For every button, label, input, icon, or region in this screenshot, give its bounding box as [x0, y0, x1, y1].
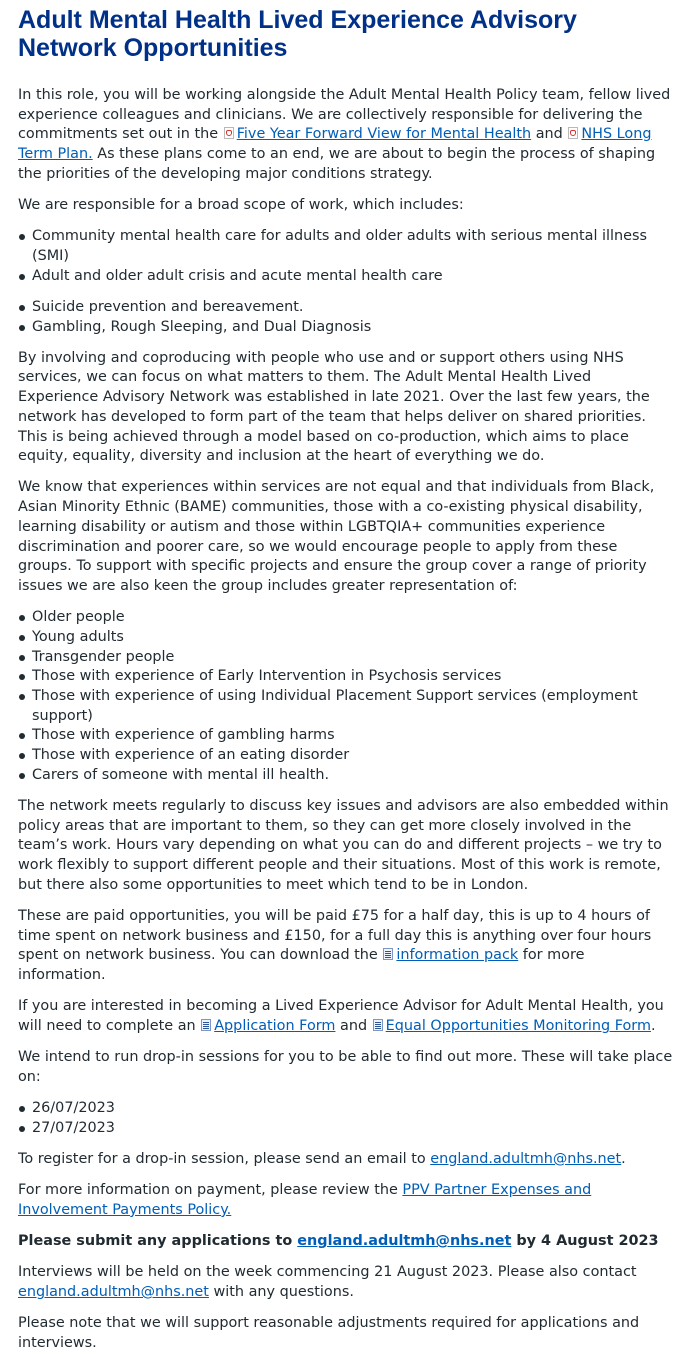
ppv-policy-link[interactable]: PPV Partner Expenses and Involvement Payments Policy.	[18, 1182, 592, 1218]
register-email-link[interactable]: england.adultmh@nhs.net	[430, 1151, 622, 1168]
pdf-icon	[568, 127, 578, 139]
adjustments-paragraph: Please note that we will support reasonable adjustments required for applications and interviews.	[18, 1315, 640, 1351]
representation-list	[18, 608, 675, 785]
list-item: Those with experience of gambling harms	[18, 726, 675, 746]
list-item: Gambling, Rough Sleeping, and Dual Diagnosis	[18, 318, 675, 338]
list-item: Adult and older adult crisis and acute mental health care	[18, 267, 675, 287]
application-form-link[interactable]: Application Form	[214, 1018, 336, 1035]
register-paragraph: To register for a drop-in session, please send an email to england.adultmh@nhs.net.	[18, 1151, 626, 1168]
document-icon	[201, 1019, 211, 1031]
scope-list-b	[18, 298, 675, 337]
list-item: Those with experience of using Individual Placement Support services (employment support)	[18, 687, 675, 726]
page-title: Adult Mental Health Lived Experience Advisory Network Opportunities	[18, 6, 577, 62]
document-icon	[373, 1019, 383, 1031]
payment-paragraph: These are paid opportunities, you will be paid £75 for a half day, this is up to 4 hours of time spent on network business and £150, for a full day this is anything over four hours spent on network business. You can download the information pack for more information.	[18, 908, 652, 984]
list-item: Those with experience of an eating disorder	[18, 746, 675, 766]
list-item: Suicide prevention and bereavement.	[18, 298, 675, 318]
submit-paragraph: Please submit any applications to england.adultmh@nhs.net by 4 August 2023	[18, 1233, 659, 1250]
dropin-lead: We intend to run drop-in sessions for you to be able to find out more. These will take place on:	[18, 1049, 673, 1085]
information-pack-link[interactable]: information pack	[396, 947, 519, 964]
representation-paragraph: We know that experiences within services are not equal and that individuals from Black, Asian Minority Ethnic (BAME) communities, those with a co-existing physical disability, learning disability or autism and those within LGBTQIA+ communities experience discrimination and poorer care, so we would encourage people to apply from these groups. To support with specific projects and ensure the group cover a range of priority issues we are also keen the group includes greater representation of:	[18, 479, 655, 594]
submit-email-link[interactable]: england.adultmh@nhs.net	[297, 1233, 512, 1250]
nhs-long-term-plan-link[interactable]: NHS Long Term Plan.	[18, 126, 652, 163]
contact-email-link[interactable]: england.adultmh@nhs.net	[18, 1284, 209, 1301]
intro-paragraph: In this role, you will be working alongside the Adult Mental Health Policy team, fellow lived experience colleagues and clinicians. We are collectively responsible for delivering the commitments set out in the Five Year Forward View for Mental Health and NHS Long Term Plan. As these plans come to an end, we are about to begin the process of shaping the priorities of the developing major conditions strategy.	[18, 87, 671, 182]
dropin-dates-list	[18, 1099, 675, 1138]
five-year-forward-view-link[interactable]: Five Year Forward View for Mental Health	[236, 126, 532, 143]
document-icon	[383, 948, 393, 960]
network-paragraph: The network meets regularly to discuss key issues and advisors are also embedded within policy areas that are important to them, so they can get more closely involved in the team’s work. Hours vary depending on what you can do and different projects – we try to work flexibly to support different people and their situations. Most of this work is remote, but there also some opportunities to meet which tend to be in London.	[18, 798, 669, 893]
list-item: Those with experience of Early Intervention in Psychosis services	[18, 667, 675, 687]
interviews-paragraph: Interviews will be held on the week commencing 21 August 2023. Please also contact england.adultmh@nhs.net with any questions.	[18, 1264, 637, 1301]
list-item: 26/07/2023	[18, 1099, 675, 1119]
coproduction-paragraph: By involving and coproducing with people who use and or support others using NHS services, we can focus on what matters to them. The Adult Mental Health Lived Experience Advisory Network was established in late 2021. Over the last few years, the network has developed to form part of the team that helps deliver on shared priorities. This is being achieved through a model based on co-production, which aims to place equity, equality, diversity and inclusion at the heart of everything we do.	[18, 349, 650, 465]
list-item: Older people	[18, 608, 675, 628]
apply-paragraph: If you are interested in becoming a Lived Experience Advisor for Adult Mental Health, you will need to complete an Application Form and Equal Opportunities Monitoring Form.	[18, 998, 664, 1035]
more-info-paragraph: For more information on payment, please review the PPV Partner Expenses and Involvement Payments Policy.	[18, 1182, 592, 1218]
pdf-icon	[224, 127, 234, 139]
list-item: Carers of someone with mental ill health.	[18, 766, 675, 786]
list-item: 27/07/2023	[18, 1119, 675, 1139]
list-item: Community mental health care for adults and older adults with serious mental illness (SMI)	[18, 227, 675, 266]
list-item: Young adults	[18, 628, 675, 648]
scope-lead: We are responsible for a broad scope of work, which includes:	[18, 197, 464, 214]
list-item: Transgender people	[18, 648, 675, 668]
scope-list-a	[18, 227, 675, 286]
equal-opportunities-form-link[interactable]: Equal Opportunities Monitoring Form	[385, 1018, 651, 1035]
